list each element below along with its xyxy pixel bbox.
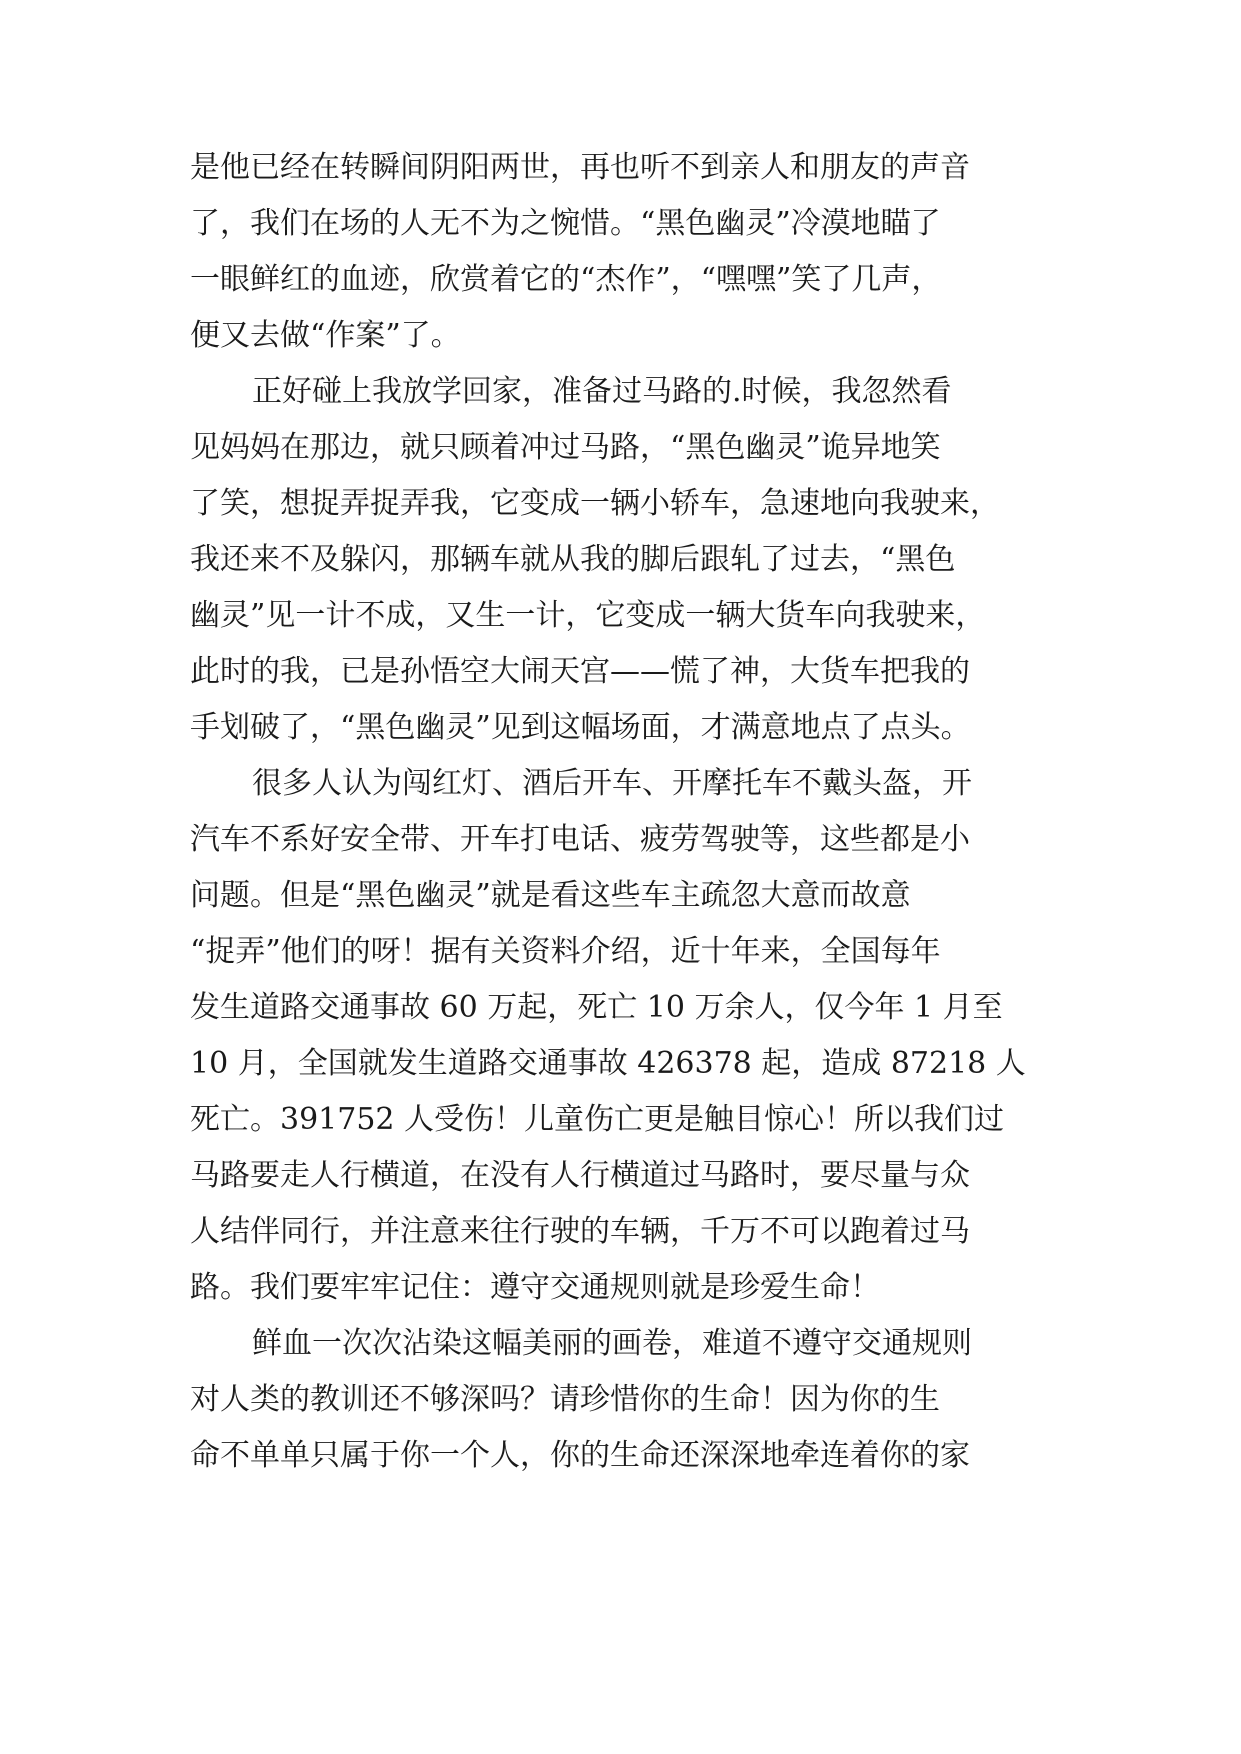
paragraph-first-line: 鲜血一次次沾染这幅美丽的画卷，难道不遵守交通规则	[252, 1326, 972, 1361]
text-line: 了，我们在场的人无不为之惋惜。“黑色幽灵”冷漠地瞄了	[190, 206, 941, 241]
text-line: 手划破了，“黑色幽灵”见到这幅场面，才满意地点了点头。	[190, 710, 971, 745]
text-line: 我还来不及躲闪，那辆车就从我的脚后跟轧了过去，“黑色	[190, 542, 956, 577]
text-line: 10 月，全国就发生道路交通事故 426378 起，造成 87218 人	[190, 1046, 1026, 1081]
text-line: 是他已经在转瞬间阴阳两世，再也听不到亲人和朋友的声音	[190, 150, 970, 185]
paragraph-first-line: 正好碰上我放学回家，准备过马路的.时候，我忽然看	[252, 374, 952, 409]
text-line: 命不单单只属于你一个人，你的生命还深深地牵连着你的家	[190, 1438, 970, 1473]
text-line: 对人类的教训还不够深吗？请珍惜你的生命！因为你的生	[190, 1382, 940, 1417]
text-line: 人结伴同行，并注意来往行驶的车辆，千万不可以跑着过马	[190, 1214, 970, 1249]
text-line: 路。我们要牢牢记住：遵守交通规则就是珍爱生命！	[190, 1270, 880, 1305]
text-line: 死亡。391752 人受伤！儿童伤亡更是触目惊心！所以我们过	[190, 1102, 1005, 1137]
text-line: 汽车不系好安全带、开车打电话、疲劳驾驶等，这些都是小	[190, 822, 970, 857]
paragraph-first-line: 很多人认为闯红灯、酒后开车、开摩托车不戴头盔，开	[252, 766, 972, 801]
text-line: “捉弄”他们的呀！据有关资料介绍，近十年来，全国每年	[190, 934, 941, 969]
text-line: 了笑，想捉弄捉弄我，它变成一辆小轿车，急速地向我驶来，	[190, 486, 1000, 521]
text-line: 见妈妈在那边，就只顾着冲过马路，“黑色幽灵”诡异地笑	[190, 430, 941, 465]
text-line: 一眼鲜红的血迹，欣赏着它的“杰作”，“嘿嘿”笑了几声，	[190, 262, 942, 297]
text-line: 此时的我，已是孙悟空大闹天宫——慌了神，大货车把我的	[190, 654, 970, 689]
text-line: 发生道路交通事故 60 万起，死亡 10 万余人，仅今年 1 月至	[190, 990, 1003, 1025]
text-line: 便又去做“作案”了。	[190, 318, 461, 353]
text-line: 马路要走人行横道，在没有人行横道过马路时，要尽量与众	[190, 1158, 970, 1193]
text-line: 幽灵”见一计不成，又生一计，它变成一辆大货车向我驶来，	[190, 598, 986, 633]
text-line: 问题。但是“黑色幽灵”就是看这些车主疏忽大意而故意	[190, 878, 911, 913]
